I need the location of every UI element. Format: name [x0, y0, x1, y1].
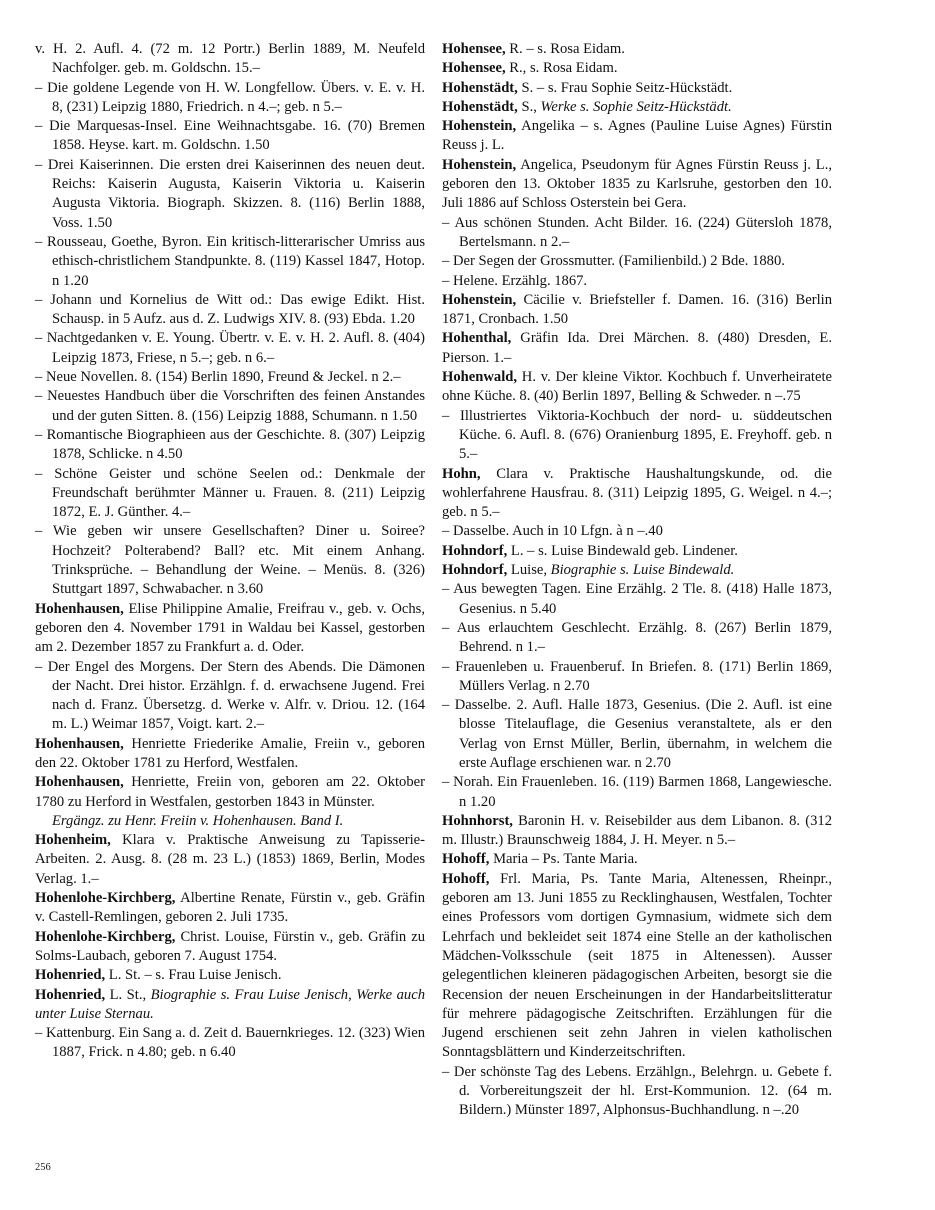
entry-text: Frl. Maria, Ps. Tante Maria, Altenessen, Rheinpr., geboren am 13. Juni 1855 zu Recklinghausen, Westfalen, Tochter eines Professors vom dortigen Gymnasium, widmete sich dem Lehrfach und bekleidet seit 1874 eine Stelle an der katholischen Mädchen-Volksschule (seit 1875 in Altenessen). Ausser gelegentlichen kleineren pädagogischen Arbeiten, besorgt sie die Recension der neuen Erscheinungen in der Handarbeitslitteratur für mehrere pädagogische Zeitschriften. Erzählungen für die Jugend erschienen seit zehn Jahren in vielen katholischen Sonntagsblättern und Kinderzeitschriften.	[442, 870, 832, 1061]
main-entry	[442, 40, 832, 59]
main-entry	[35, 928, 425, 967]
sub-entry	[35, 40, 425, 79]
entry-text: – Aus bewegten Tagen. Eine Erzählg. 2 Tle. 8. (418) Halle 1873, Gesenius. n 5.40	[442, 581, 832, 617]
main-entry	[35, 986, 425, 1025]
sub-entry	[442, 696, 832, 773]
entry-headword: Hohensee,	[442, 60, 506, 77]
entry-italic-text: Biographie s. Luise Bindewald.	[550, 562, 735, 579]
entry-headword: Hohnhorst,	[442, 812, 513, 829]
entry-text: L. St.,	[105, 986, 151, 1003]
main-entry	[35, 889, 425, 928]
entry-text: Christ. Louise, Fürstin v., geb. Gräfin zu Solms-Laubach, geboren 7. August 1754.	[35, 928, 425, 964]
entry-text: Luise,	[507, 562, 551, 579]
entry-text: S. – s. Frau Sophie Seitz-Hückstädt.	[517, 79, 733, 96]
main-entry	[35, 831, 425, 889]
entry-headword: Hohoff,	[442, 851, 490, 868]
dictionary-page	[35, 40, 897, 1190]
entry-text: – Romantische Biographieen aus der Geschichte. 8. (307) Leipzig 1878, Schlicke. n 4.50	[35, 426, 425, 463]
entry-headword: Hohenhausen,	[35, 600, 124, 617]
sub-entry	[35, 465, 425, 523]
entry-headword: Hohoff,	[442, 870, 490, 887]
entry-text: – Aus erlauchtem Geschlecht. Erzählg. 8. (267) Berlin 1879, Behrend. n 1.–	[442, 619, 832, 656]
main-entry	[442, 79, 832, 98]
sub-entry	[442, 272, 832, 291]
main-entry	[442, 291, 832, 330]
entry-headword: Hohenthal,	[442, 330, 512, 347]
entry-text: – Nachtgedanken v. E. Young. Übertr. v. E. v. H. 2. Aufl. 8. (404) Leipzig 1873, Friese, n 5.–; geb. n 6.–	[35, 330, 425, 366]
main-entry	[442, 812, 832, 851]
entry-text: Clara v. Praktische Haushaltungskunde, od. die wohlerfahrene Hausfrau. 8. (311) Leipzig 1895, G. Weigel. n 4.–; geb. n 5.–	[442, 465, 832, 521]
main-entry	[442, 368, 832, 407]
entry-text: R. – s. Rosa Eidam.	[505, 41, 625, 57]
sub-entry	[442, 619, 832, 658]
entry-text: – Der Engel des Morgens. Der Stern des Abends. Die Dämonen der Nacht. Drei histor. Erzählgn. f. d. erwachsene Jugend. Frei nach d. Franz. Übersetzg. d. Werke v. Alfr. v. Driou. 12. (164 m. L.) Weimar 1857, Voigt. kart. 2.–	[35, 658, 425, 733]
main-entry	[442, 561, 832, 580]
entry-text: Henriette, Freiin von, geboren am 22. Oktober 1780 zu Herford in Westfalen, gestorben 1843 in Münster.	[35, 774, 425, 810]
entry-text: Ergängz. zu Henr. Freiin v. Hohenhausen. Band I.	[52, 812, 344, 829]
sub-entry	[442, 252, 832, 271]
entry-headword: Hohenried,	[35, 986, 106, 1003]
main-entry	[442, 329, 832, 368]
entry-text: Elise Philippine Amalie, Freifrau v., geb. v. Ochs, geboren den 4. November 1791 in Waldau bei Kassel, gestorben am 2. Dezember 1857 zu Frankfurt a. d. Oder.	[35, 600, 425, 656]
sub-entry	[442, 214, 832, 253]
entry-text: Maria – Ps. Tante Maria.	[489, 851, 638, 868]
sub-entry	[35, 233, 425, 291]
entry-text: – Drei Kaiserinnen. Die ersten drei Kaiserinnen des neuen deut. Reichs: Kaiserin Augusta, Kaiserin Viktoria u. Kaiserin Augusta Viktoria. Biograph. Skizzen. 8. (116) Berlin 1888, Voss. 1.50	[35, 156, 425, 231]
entry-headword: Hohenstein,	[442, 118, 517, 135]
entry-headword: Hohenlohe-Kirchberg,	[35, 890, 176, 907]
entry-headword: Hohenstädt,	[442, 79, 518, 96]
entry-text: – Die goldene Legende von H. W. Longfellow. Übers. v. E. v. H. 8, (231) Leipzig 1880, Friedrich. n 4.–; geb. n 5.–	[35, 79, 425, 115]
entry-text: Angelica, Pseudonym für Agnes Fürstin Reuss j. L., geboren den 13. Oktober 1835 zu Karlsruhe, gestorben den 10. Juli 1886 auf Schloss Osterstein bei Gera.	[442, 156, 832, 212]
entry-headword: Hohenhausen,	[35, 774, 124, 791]
entry-text: Henriette Friederike Amalie, Freiin v., geboren den 22. Oktober 1781 zu Herford, Westfalen.	[35, 735, 425, 771]
sub-entry	[35, 522, 425, 599]
entry-text: Angelika – s. Agnes (Pauline Luise Agnes) Fürstin Reuss j. L.	[442, 118, 832, 154]
sub-entry	[35, 658, 425, 735]
main-entry	[442, 465, 832, 523]
entry-text: – Norah. Ein Frauenleben. 16. (119) Barmen 1868, Langewiesche. n 1.20	[442, 774, 832, 810]
entry-text: – Neuestes Handbuch über die Vorschriften des feinen Anstandes und der guten Sitten. 8. (156) Leipzig 1888, Schumann. n 1.50	[35, 388, 425, 424]
entry-text: – Dasselbe. Auch in 10 Lfgn. à n –.40	[442, 523, 663, 540]
entry-headword: Hohenstein,	[442, 156, 517, 173]
sub-entry	[35, 156, 425, 233]
sub-entry	[35, 368, 425, 387]
entry-headword: Hohndorf,	[442, 542, 508, 559]
entry-text: R., s. Rosa Eidam.	[505, 60, 618, 77]
main-entry	[442, 117, 832, 156]
entry-text: – Illustriertes Viktoria-Kochbuch der nord- u. süddeutschen Küche. 6. Aufl. 8. (676) Oranienburg 1895, E. Freyhoff. geb. n 5.–	[442, 407, 832, 463]
sub-entry	[35, 79, 425, 118]
sub-entry	[442, 658, 832, 697]
entry-headword: Hohndorf,	[442, 562, 508, 579]
entry-text: Albertine Renate, Fürstin v., geb. Gräfin v. Castell-Remlingen, geboren 2. Juli 1735.	[35, 890, 425, 926]
entry-note	[35, 812, 425, 831]
entry-text: Gräfin Ida. Drei Märchen. 8. (480) Dresden, E. Pierson. 1.–	[442, 330, 832, 366]
entry-headword: Hohenlohe-Kirchberg,	[35, 928, 176, 945]
sub-entry	[35, 1024, 425, 1063]
entry-text: Baronin H. v. Reisebilder aus dem Libanon. 8. (312 m. Illustr.) Braunschweig 1884, J. H. Meyer. n 5.–	[442, 812, 832, 849]
sub-entry	[35, 426, 425, 465]
entry-text: L. St. – s. Frau Luise Jenisch.	[105, 967, 282, 984]
sub-entry	[442, 407, 832, 465]
entry-text: – Wie geben wir unsere Gesellschaften? Diner u. Soiree? Hochzeit? Polterabend? Ball? etc. Mit einem Anhang. Trinksprüche. – Behandlung der Weine. – Menüs. 8. (326) Stuttgart 1897, Schwabacher. n 3.60	[35, 523, 425, 598]
entry-text: L. – s. Luise Bindewald geb. Lindener.	[507, 542, 738, 559]
main-entry	[442, 542, 832, 561]
main-entry	[442, 870, 832, 1063]
sub-entry	[442, 773, 832, 812]
entry-headword: Hohenried,	[35, 967, 106, 984]
entry-text: v. H. 2. Aufl. 4. (72 m. 12 Portr.) Berlin 1889, M. Neufeld Nachfolger. geb. m. Goldschn. 15.–	[35, 41, 425, 77]
entry-text: – Dasselbe. 2. Aufl. Halle 1873, Gesenius. (Die 2. Aufl. ist eine blosse Titelauflage, die Gesenius veranstaltete, als er den Verlag von Ernst Müller, Berlin, übernahm, in welchem die erste Auflage erschienen war. n 2.70	[442, 697, 832, 771]
entry-text: – Rousseau, Goethe, Byron. Ein kritisch-litterarischer Umriss aus ethisch-christlichem Standpunkte. 8. (119) Kassel 1847, Hotop. n 1.20	[35, 233, 425, 289]
sub-entry	[442, 1063, 832, 1121]
entry-text: Klara v. Praktische Anweisung zu Tapisserie-Arbeiten. 2. Ausg. 8. (28 m. 23 L.) (1853) 1869, Berlin, Modes Verlag. 1.–	[35, 832, 425, 887]
entry-text: – Der schönste Tag des Lebens. Erzählgn., Belehrgn. u. Gebete f. d. Vorbereitungszeit der hl. Erst-Kommunion. 12. (64 m. Bildern.) Münster 1897, Alphonsus-Buchhandlung. n –.20	[442, 1063, 832, 1119]
sub-entry	[442, 522, 832, 541]
entry-headword: Hohenstädt,	[442, 98, 518, 115]
entry-text: – Der Segen der Grossmutter. (Familienbild.) 2 Bde. 1880.	[442, 253, 785, 270]
entry-headword: Hohenwald,	[442, 369, 518, 386]
entry-text: S.,	[517, 98, 541, 115]
entry-headword: Hohenstein,	[442, 291, 517, 308]
entry-headword: Hohenheim,	[35, 832, 111, 849]
entry-headword: Hohenhausen,	[35, 735, 124, 752]
main-entry	[35, 966, 425, 985]
entry-text: – Die Marquesas-Insel. Eine Weihnachtsgabe. 16. (70) Bremen 1858. Heyse. kart. m. Goldschn. 1.50	[35, 118, 425, 154]
entry-text: Cäcilie v. Briefsteller f. Damen. 16. (316) Berlin 1871, Cronbach. 1.50	[442, 291, 832, 328]
entry-text: – Aus schönen Stunden. Acht Bilder. 16. (224) Gütersloh 1878, Bertelsmann. n 2.–	[442, 214, 832, 250]
sub-entry	[442, 580, 832, 619]
main-entry	[442, 59, 832, 78]
entry-headword: Hohensee,	[442, 41, 506, 57]
entry-text: – Kattenburg. Ein Sang a. d. Zeit d. Bauernkrieges. 12. (323) Wien 1887, Frick. n 4.80; geb. n 6.40	[35, 1025, 425, 1061]
entry-text: – Neue Novellen. 8. (154) Berlin 1890, Freund & Jeckel. n 2.–	[35, 369, 401, 386]
main-entry	[442, 98, 832, 117]
entry-text: – Frauenleben u. Frauenberuf. In Briefen. 8. (171) Berlin 1869, Müllers Verlag. n 2.70	[442, 658, 832, 694]
entry-text: – Schöne Geister und schöne Seelen od.: Denkmale der Freundschaft berühmter Männer u. Frauen. 8. (211) Leipzig 1872, E. J. Günther. 4.–	[35, 465, 425, 521]
main-entry	[35, 735, 425, 774]
main-entry	[442, 850, 832, 869]
left-column	[35, 40, 425, 1063]
right-column	[442, 40, 832, 1121]
entry-italic-text: Werke s. Sophie Seitz-Hückstädt.	[540, 98, 732, 115]
page-number: 256	[35, 1162, 51, 1173]
entry-italic-text: Biographie s. Frau Luise Jenisch, Werke auch unter Luise Sternau.	[35, 986, 425, 1022]
sub-entry	[35, 329, 425, 368]
entry-text: – Helene. Erzählg. 1867.	[442, 272, 588, 289]
entry-text: H. v. Der kleine Viktor. Kochbuch f. Unverheiratete ohne Küche. 8. (40) Berlin 1897, Belling & Schweder. n –.75	[442, 369, 832, 405]
main-entry	[35, 600, 425, 658]
entry-text: – Johann und Kornelius de Witt od.: Das ewige Edikt. Hist. Schausp. in 5 Aufz. aus d. Z. Ludwigs XIV. 8. (93) Ebda. 1.20	[35, 291, 425, 328]
main-entry	[35, 773, 425, 812]
main-entry	[442, 156, 832, 214]
sub-entry	[35, 291, 425, 330]
entry-headword: Hohn,	[442, 465, 481, 482]
sub-entry	[35, 387, 425, 426]
sub-entry	[35, 117, 425, 156]
